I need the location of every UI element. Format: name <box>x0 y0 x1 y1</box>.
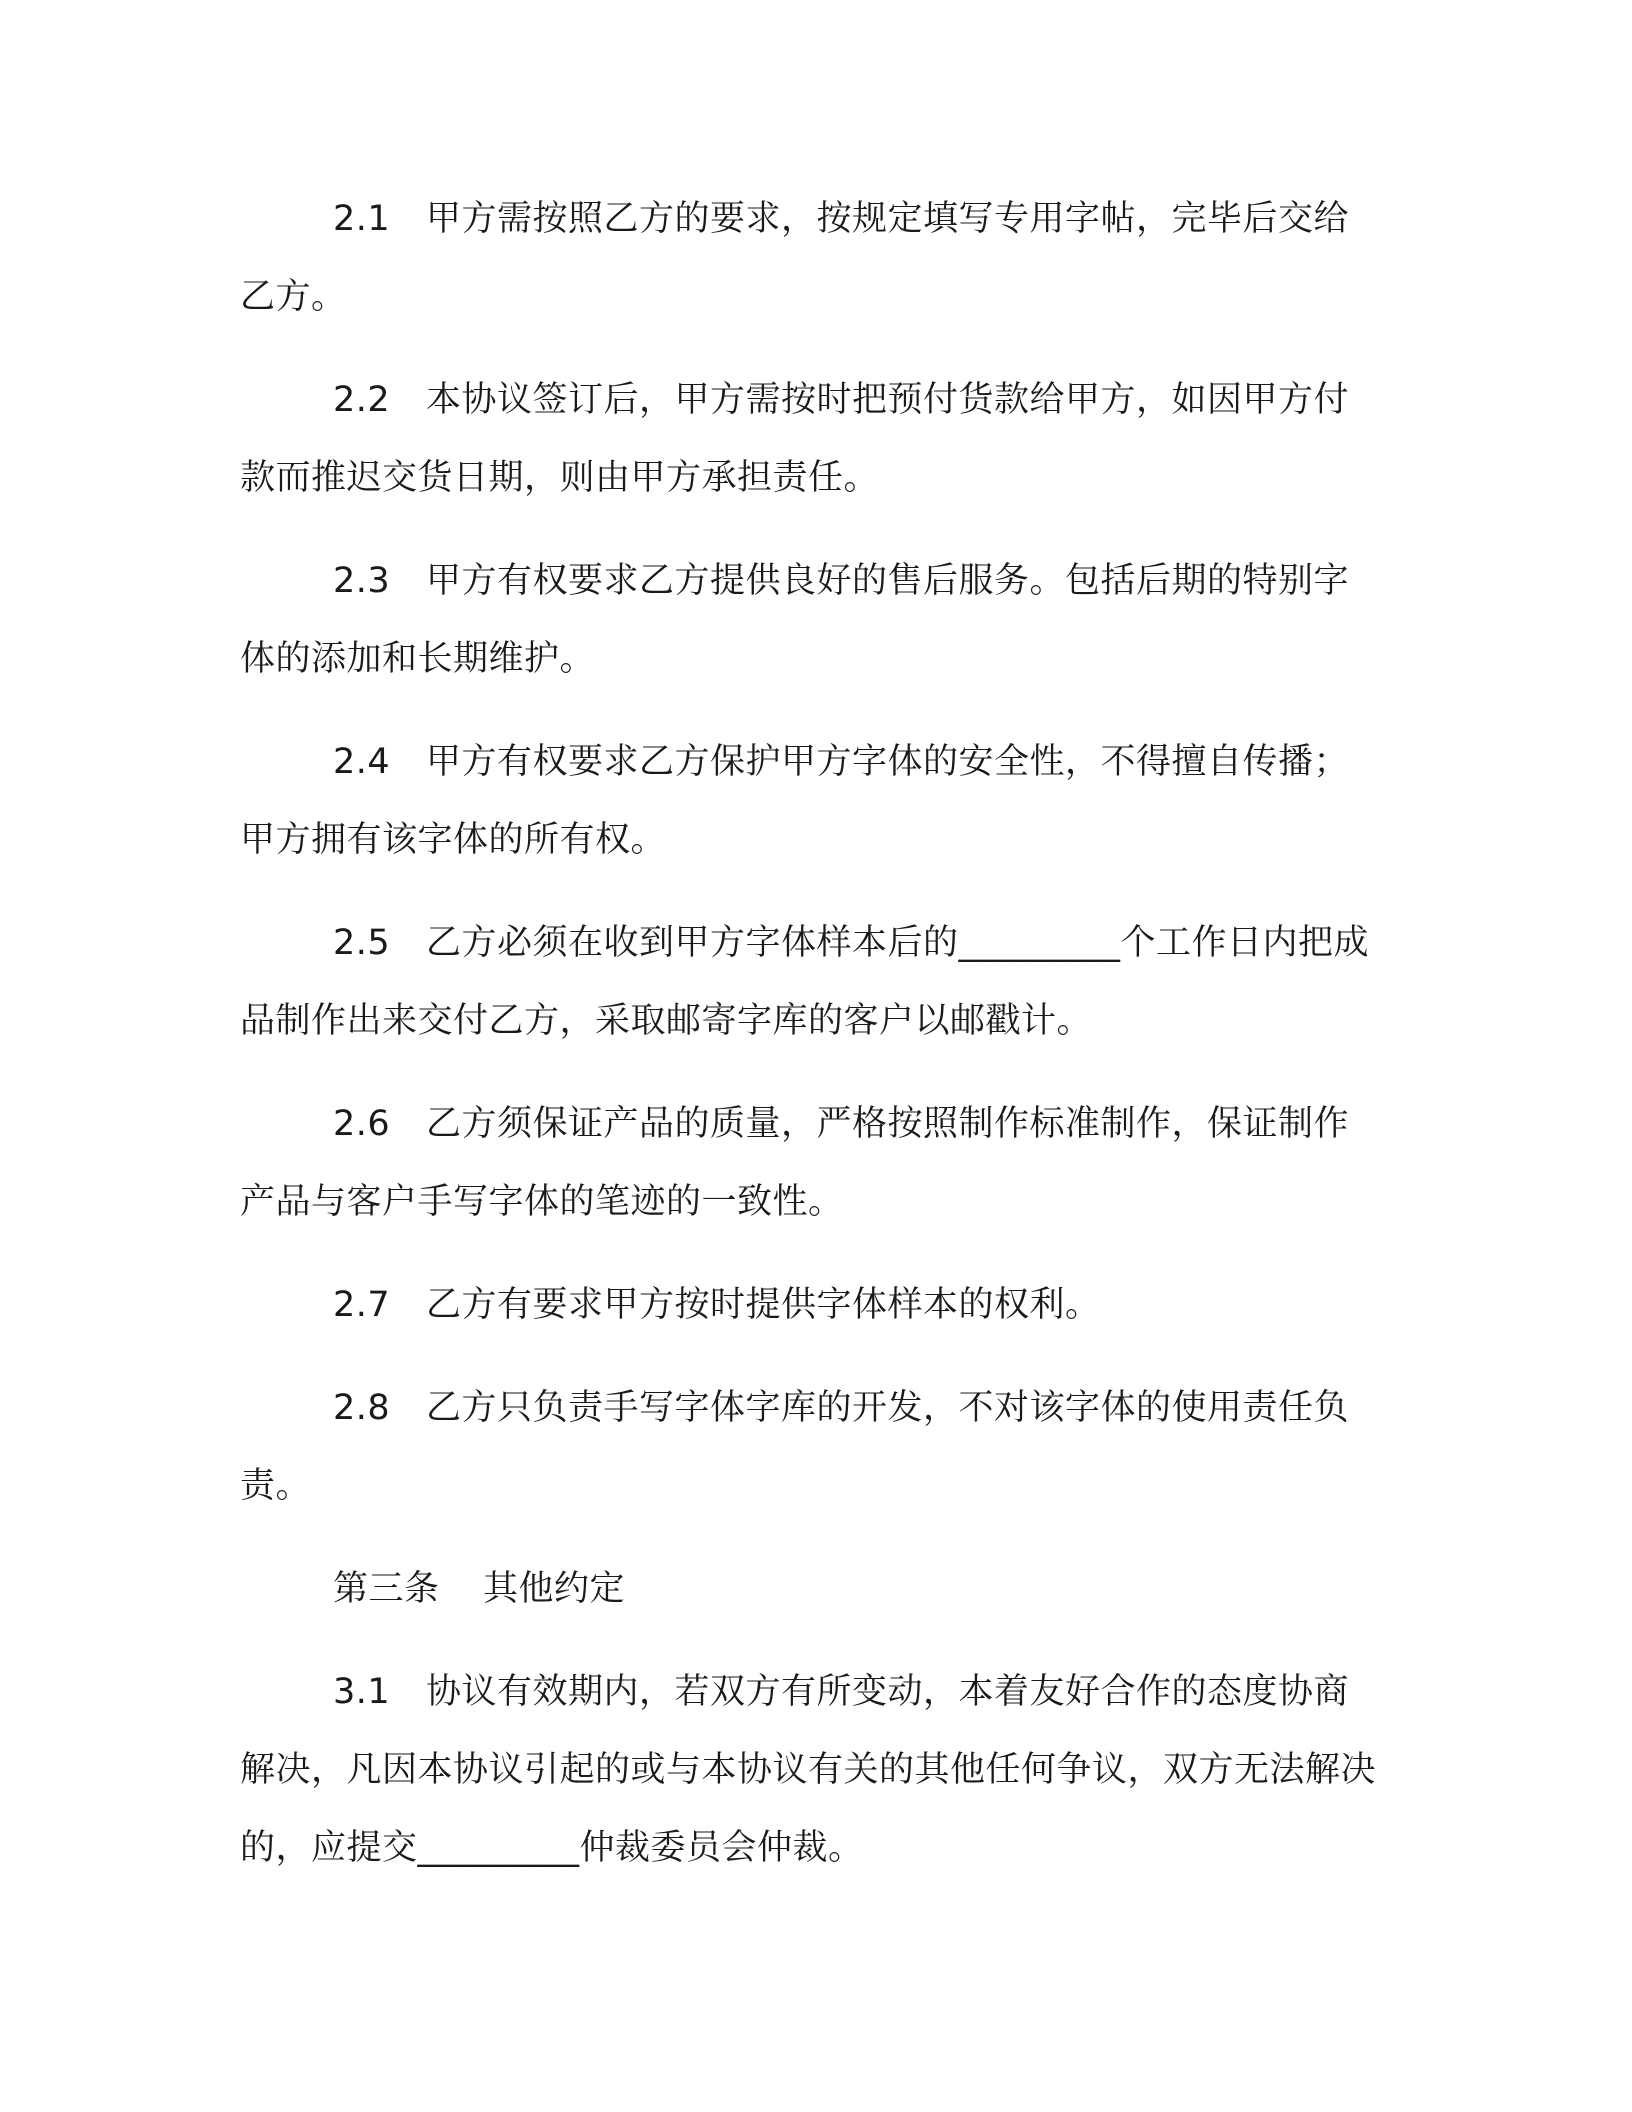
clause-text: 甲方需按照乙方的要求，按规定填写专用字帖，完毕后交给乙方。 <box>240 199 1350 317</box>
clause-text: 乙方必须在收到甲方字体样本后的_________个工作日内把成品制作出来交付乙方，采取邮寄字库的客户以邮戳计。 <box>240 923 1370 1041</box>
clause-2-7 <box>240 1266 1380 1344</box>
clause-number: 2.3 <box>333 561 391 601</box>
clause-text: 本协议签订后，甲方需按时把预付货款给甲方，如因甲方付款而推迟交货日期，则由甲方承担责任。 <box>240 380 1350 498</box>
clause-text: 甲方有权要求乙方提供良好的售后服务。包括后期的特别字体的添加和长期维护。 <box>240 561 1350 679</box>
clause-text: 协议有效期内，若双方有所变动，本着友好合作的态度协商解决，凡因本协议引起的或与本协议有关的其他任何争议，双方无法解决的，应提交_________仲裁委员会仲裁。 <box>240 1672 1377 1868</box>
document-page <box>240 180 1380 1912</box>
clause-2-2 <box>240 361 1380 517</box>
clause-number: 2.7 <box>333 1285 391 1325</box>
clause-text: 乙方须保证产品的质量，严格按照制作标准制作，保证制作产品与客户手写字体的笔迹的一致性。 <box>240 1104 1350 1222</box>
clause-number: 2.8 <box>333 1388 391 1428</box>
clause-text: 乙方有要求甲方按时提供字体样本的权利。 <box>426 1285 1101 1325</box>
clause-number: 2.4 <box>333 742 391 782</box>
clause-2-1 <box>240 180 1380 336</box>
article-number: 第三条 <box>333 1569 440 1609</box>
clause-text: 甲方有权要求乙方保护甲方字体的安全性，不得擅自传播；甲方拥有该字体的所有权。 <box>240 742 1350 860</box>
clause-text: 乙方只负责手写字体字库的开发，不对该字体的使用责任负责。 <box>240 1388 1350 1506</box>
clause-3-1 <box>240 1653 1380 1887</box>
clause-2-5 <box>240 904 1380 1060</box>
clause-number: 2.1 <box>333 199 391 239</box>
clause-number: 2.2 <box>333 380 391 420</box>
article-3-heading <box>240 1550 1380 1628</box>
clause-2-8 <box>240 1369 1380 1525</box>
clause-number: 3.1 <box>333 1672 391 1712</box>
clause-2-4 <box>240 723 1380 879</box>
clause-number: 2.6 <box>333 1104 391 1144</box>
article-title: 其他约定 <box>483 1569 626 1609</box>
clause-2-3 <box>240 542 1380 698</box>
clause-2-6 <box>240 1085 1380 1241</box>
clause-number: 2.5 <box>333 923 391 963</box>
